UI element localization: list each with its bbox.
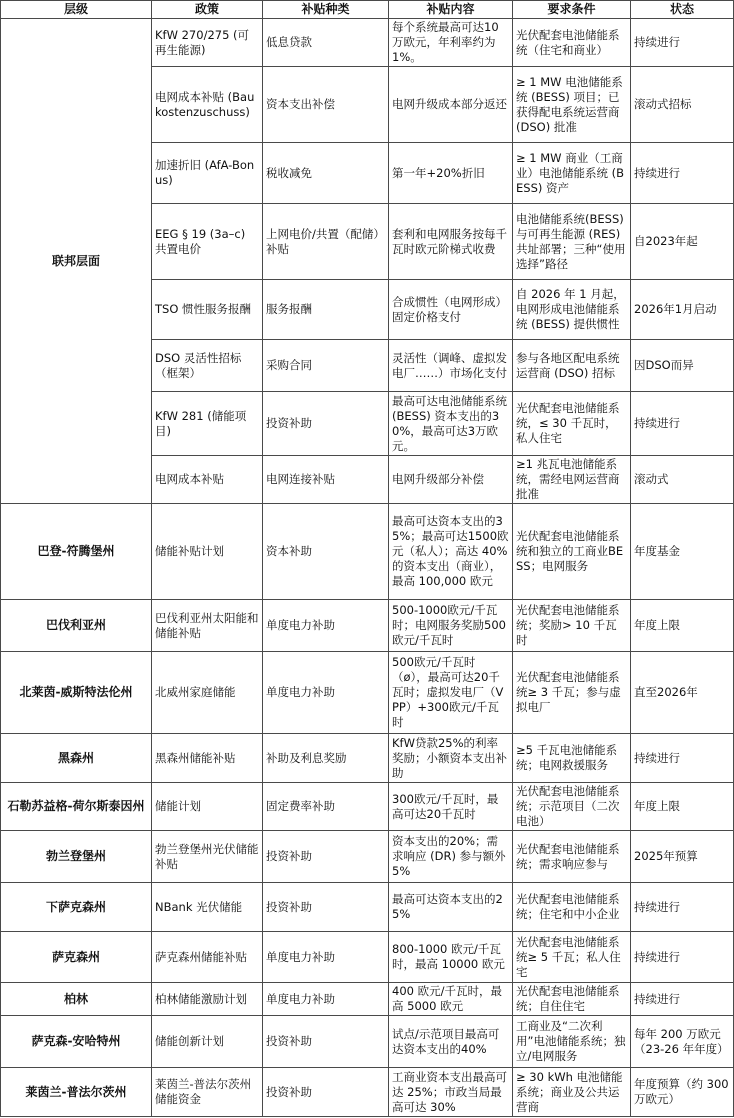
subsidy-type-cell: 单度电力补助 [263, 652, 389, 734]
table-row [1, 983, 734, 1016]
requirements-cell: ≥ 1 MW 电池储能系统 (BESS) 项目；已获得配电系统运营商 (DSO) 批准 [513, 67, 631, 143]
policy-cell: 储能补贴计划 [152, 504, 263, 600]
status-cell: 自2023年起 [631, 204, 734, 280]
subsidy-content-cell: 合成惯性（电网形成）固定价格支付 [389, 280, 513, 340]
table-row [1, 883, 734, 932]
header-level: 层级 [1, 1, 152, 19]
subsidy-type-cell: 投资补助 [263, 883, 389, 932]
status-cell: 2025年预算 [631, 831, 734, 883]
subsidy-type-cell: 投资补助 [263, 1016, 389, 1068]
requirements-cell: 自 2026 年 1 月起，电网形成电池储能系统 (BESS) 提供惯性 [513, 280, 631, 340]
subsidy-type-cell: 投资补助 [263, 1068, 389, 1117]
level-cell: 黑森州 [1, 734, 152, 783]
level-cell: 北莱茵-威斯特法伦州 [1, 652, 152, 734]
subsidy-content-cell: 500-1000欧元/千瓦时；电网服务奖励500欧元/千瓦时 [389, 600, 513, 652]
table-row [1, 831, 734, 883]
policy-cell: 勃兰登堡州光伏储能补贴 [152, 831, 263, 883]
policy-cell: 储能创新计划 [152, 1016, 263, 1068]
policy-cell: 北威州家庭储能 [152, 652, 263, 734]
requirements-cell: 电池储能系统(BESS) 与可再生能源 (RES) 共址部署；三种“使用选择”路径 [513, 204, 631, 280]
subsidy-content-cell: 试点/示范项目最高可达资本支出的40% [389, 1016, 513, 1068]
level-cell: 下萨克森州 [1, 883, 152, 932]
status-cell: 年度基金 [631, 504, 734, 600]
table-row [1, 652, 734, 734]
policy-cell: 电网成本补贴 [152, 456, 263, 504]
subsidy-type-cell: 资本补助 [263, 504, 389, 600]
header-requirements: 要求条件 [513, 1, 631, 19]
requirements-cell: 光伏配套电池储能系统；示范项目（二次电池） [513, 783, 631, 831]
status-cell: 因DSO而异 [631, 340, 734, 392]
status-cell: 年度上限 [631, 600, 734, 652]
requirements-cell: 工商业及“二次利用”电池储能系统；独立/电网服务 [513, 1016, 631, 1068]
table-row [1, 1016, 734, 1068]
status-cell: 持续进行 [631, 932, 734, 983]
subsidy-type-cell: 单度电力补助 [263, 932, 389, 983]
status-cell: 持续进行 [631, 983, 734, 1016]
subsidy-content-cell: 资本支出的20%；需求响应 (DR) 参与额外 5% [389, 831, 513, 883]
subsidy-type-cell: 电网连接补贴 [263, 456, 389, 504]
subsidy-content-cell: 第一年+20%折旧 [389, 143, 513, 204]
subsidy-type-cell: 补助及利息奖励 [263, 734, 389, 783]
subsidy-content-cell: 400 欧元/千瓦时，最高 5000 欧元 [389, 983, 513, 1016]
level-cell: 莱茵兰-普法尔茨州 [1, 1068, 152, 1117]
requirements-cell: 光伏配套电池储能系统；自住住宅 [513, 983, 631, 1016]
requirements-cell: 光伏配套电池储能系统；需求响应参与 [513, 831, 631, 883]
requirements-cell: 光伏配套电池储能系统≥ 3 千瓦；参与虚拟电厂 [513, 652, 631, 734]
policy-cell: KfW 281 (储能项目) [152, 392, 263, 456]
table-row [1, 1068, 734, 1117]
requirements-cell: 光伏配套电池储能系统≥ 5 千瓦；私人住宅 [513, 932, 631, 983]
policy-cell: 莱茵兰-普法尔茨州储能资金 [152, 1068, 263, 1117]
table-row [1, 600, 734, 652]
status-cell: 2026年1月启动 [631, 280, 734, 340]
status-cell: 持续进行 [631, 392, 734, 456]
level-cell-federal: 联邦层面 [1, 19, 152, 504]
subsidy-content-cell: 电网升级成本部分返还 [389, 67, 513, 143]
subsidy-content-cell: 灵活性（调峰、虚拟发电厂……）市场化支付 [389, 340, 513, 392]
level-cell: 勃兰登堡州 [1, 831, 152, 883]
requirements-cell: ≥ 1 MW 商业（工商业）电池储能系统 (BESS) 资产 [513, 143, 631, 204]
requirements-cell: 光伏配套电池储能系统；奖励> 10 千瓦时 [513, 600, 631, 652]
status-cell: 持续进行 [631, 143, 734, 204]
table-row [1, 783, 734, 831]
subsidy-content-cell: 300欧元/千瓦时，最高可达20千瓦时 [389, 783, 513, 831]
requirements-cell: ≥1 兆瓦电池储能系统，需经电网运营商批准 [513, 456, 631, 504]
policy-cell: KfW 270/275 (可再生能源) [152, 19, 263, 67]
policy-cell: 电网成本补贴 (Baukostenzuschuss) [152, 67, 263, 143]
status-cell: 滚动式招标 [631, 67, 734, 143]
subsidy-content-cell: 电网升级部分补偿 [389, 456, 513, 504]
header-policy: 政策 [152, 1, 263, 19]
subsidy-type-cell: 低息贷款 [263, 19, 389, 67]
header-status: 状态 [631, 1, 734, 19]
subsidy-type-cell: 采购合同 [263, 340, 389, 392]
status-cell: 持续进行 [631, 19, 734, 67]
requirements-cell: ≥5 千瓦电池储能系统；电网救援服务 [513, 734, 631, 783]
subsidy-content-cell: 500欧元/千瓦时（ø），最高可达20千瓦时；虚拟发电厂（VPP）+300欧元/千瓦时 [389, 652, 513, 734]
subsidy-type-cell: 上网电价/共置（配储）补贴 [263, 204, 389, 280]
policy-cell: 加速折旧 (AfA-Bonus) [152, 143, 263, 204]
requirements-cell: 光伏配套电池储能系统和独立的工商业BESS；电网服务 [513, 504, 631, 600]
subsidy-content-cell: 每个系统最高可达10万欧元，年利率约为1%。 [389, 19, 513, 67]
subsidy-type-cell: 固定费率补助 [263, 783, 389, 831]
subsidy-type-cell: 投资补助 [263, 831, 389, 883]
subsidy-type-cell: 单度电力补助 [263, 600, 389, 652]
subsidy-content-cell: 最高可达资本支出的35%；最高可达1500欧元（私人）；高达 40% 的资本支出（商业），最高 100,000 欧元 [389, 504, 513, 600]
subsidy-content-cell: KfW贷款25%的利率奖励；小额资本支出补助 [389, 734, 513, 783]
policy-cell: TSO 惯性服务报酬 [152, 280, 263, 340]
table-row [1, 932, 734, 983]
subsidy-type-cell: 投资补助 [263, 392, 389, 456]
subsidy-content-cell: 工商业资本支出最高可达 25%；市政当局最高可达 30% [389, 1068, 513, 1117]
table-row [1, 19, 734, 67]
status-cell: 年度预算（约 300 万欧元） [631, 1068, 734, 1117]
level-cell: 巴登-符腾堡州 [1, 504, 152, 600]
requirements-cell: ≥ 30 kWh 电池储能系统；商业及公共运营商 [513, 1068, 631, 1117]
requirements-cell: 光伏配套电池储能系统；住宅和中小企业 [513, 883, 631, 932]
status-cell: 持续进行 [631, 734, 734, 783]
requirements-cell: 光伏配套电池储能系统（住宅和商业） [513, 19, 631, 67]
policy-cell: DSO 灵活性招标（框架） [152, 340, 263, 392]
table-row [1, 734, 734, 783]
policy-cell: NBank 光伏储能 [152, 883, 263, 932]
status-cell: 直至2026年 [631, 652, 734, 734]
policy-cell: 柏林储能激励计划 [152, 983, 263, 1016]
header-subsidy-content: 补贴内容 [389, 1, 513, 19]
subsidy-type-cell: 税收减免 [263, 143, 389, 204]
level-cell: 巴伐利亚州 [1, 600, 152, 652]
status-cell: 每年 200 万欧元（23-26 年年度） [631, 1016, 734, 1068]
header-subsidy-type: 补贴种类 [263, 1, 389, 19]
requirements-cell: 参与各地区配电系统运营商 (DSO) 招标 [513, 340, 631, 392]
subsidy-content-cell: 套利和电网服务按每千瓦时欧元阶梯式收费 [389, 204, 513, 280]
policy-cell: EEG § 19 (3a–c) 共置电价 [152, 204, 263, 280]
subsidy-content-cell: 800-1000 欧元/千瓦时，最高 10000 欧元 [389, 932, 513, 983]
level-cell: 萨克森州 [1, 932, 152, 983]
table-row [1, 504, 734, 600]
level-cell: 柏林 [1, 983, 152, 1016]
policy-cell: 储能计划 [152, 783, 263, 831]
level-cell: 萨克森-安哈特州 [1, 1016, 152, 1068]
status-cell: 滚动式 [631, 456, 734, 504]
subsidy-type-cell: 单度电力补助 [263, 983, 389, 1016]
level-cell: 石勒苏益格-荷尔斯泰因州 [1, 783, 152, 831]
subsidy-type-cell: 服务报酬 [263, 280, 389, 340]
header-row [1, 1, 734, 19]
requirements-cell: 光伏配套电池储能系统，≤ 30 千瓦时，私人住宅 [513, 392, 631, 456]
subsidy-content-cell: 最高可达电池储能系统 (BESS) 资本支出的30%，最高可达3万欧元。 [389, 392, 513, 456]
status-cell: 持续进行 [631, 883, 734, 932]
policy-cell: 萨克森州储能补贴 [152, 932, 263, 983]
status-cell: 年度上限 [631, 783, 734, 831]
subsidy-type-cell: 资本支出补偿 [263, 67, 389, 143]
subsidy-content-cell: 最高可达资本支出的25% [389, 883, 513, 932]
policy-cell: 巴伐利亚州太阳能和储能补贴 [152, 600, 263, 652]
policy-cell: 黑森州储能补贴 [152, 734, 263, 783]
